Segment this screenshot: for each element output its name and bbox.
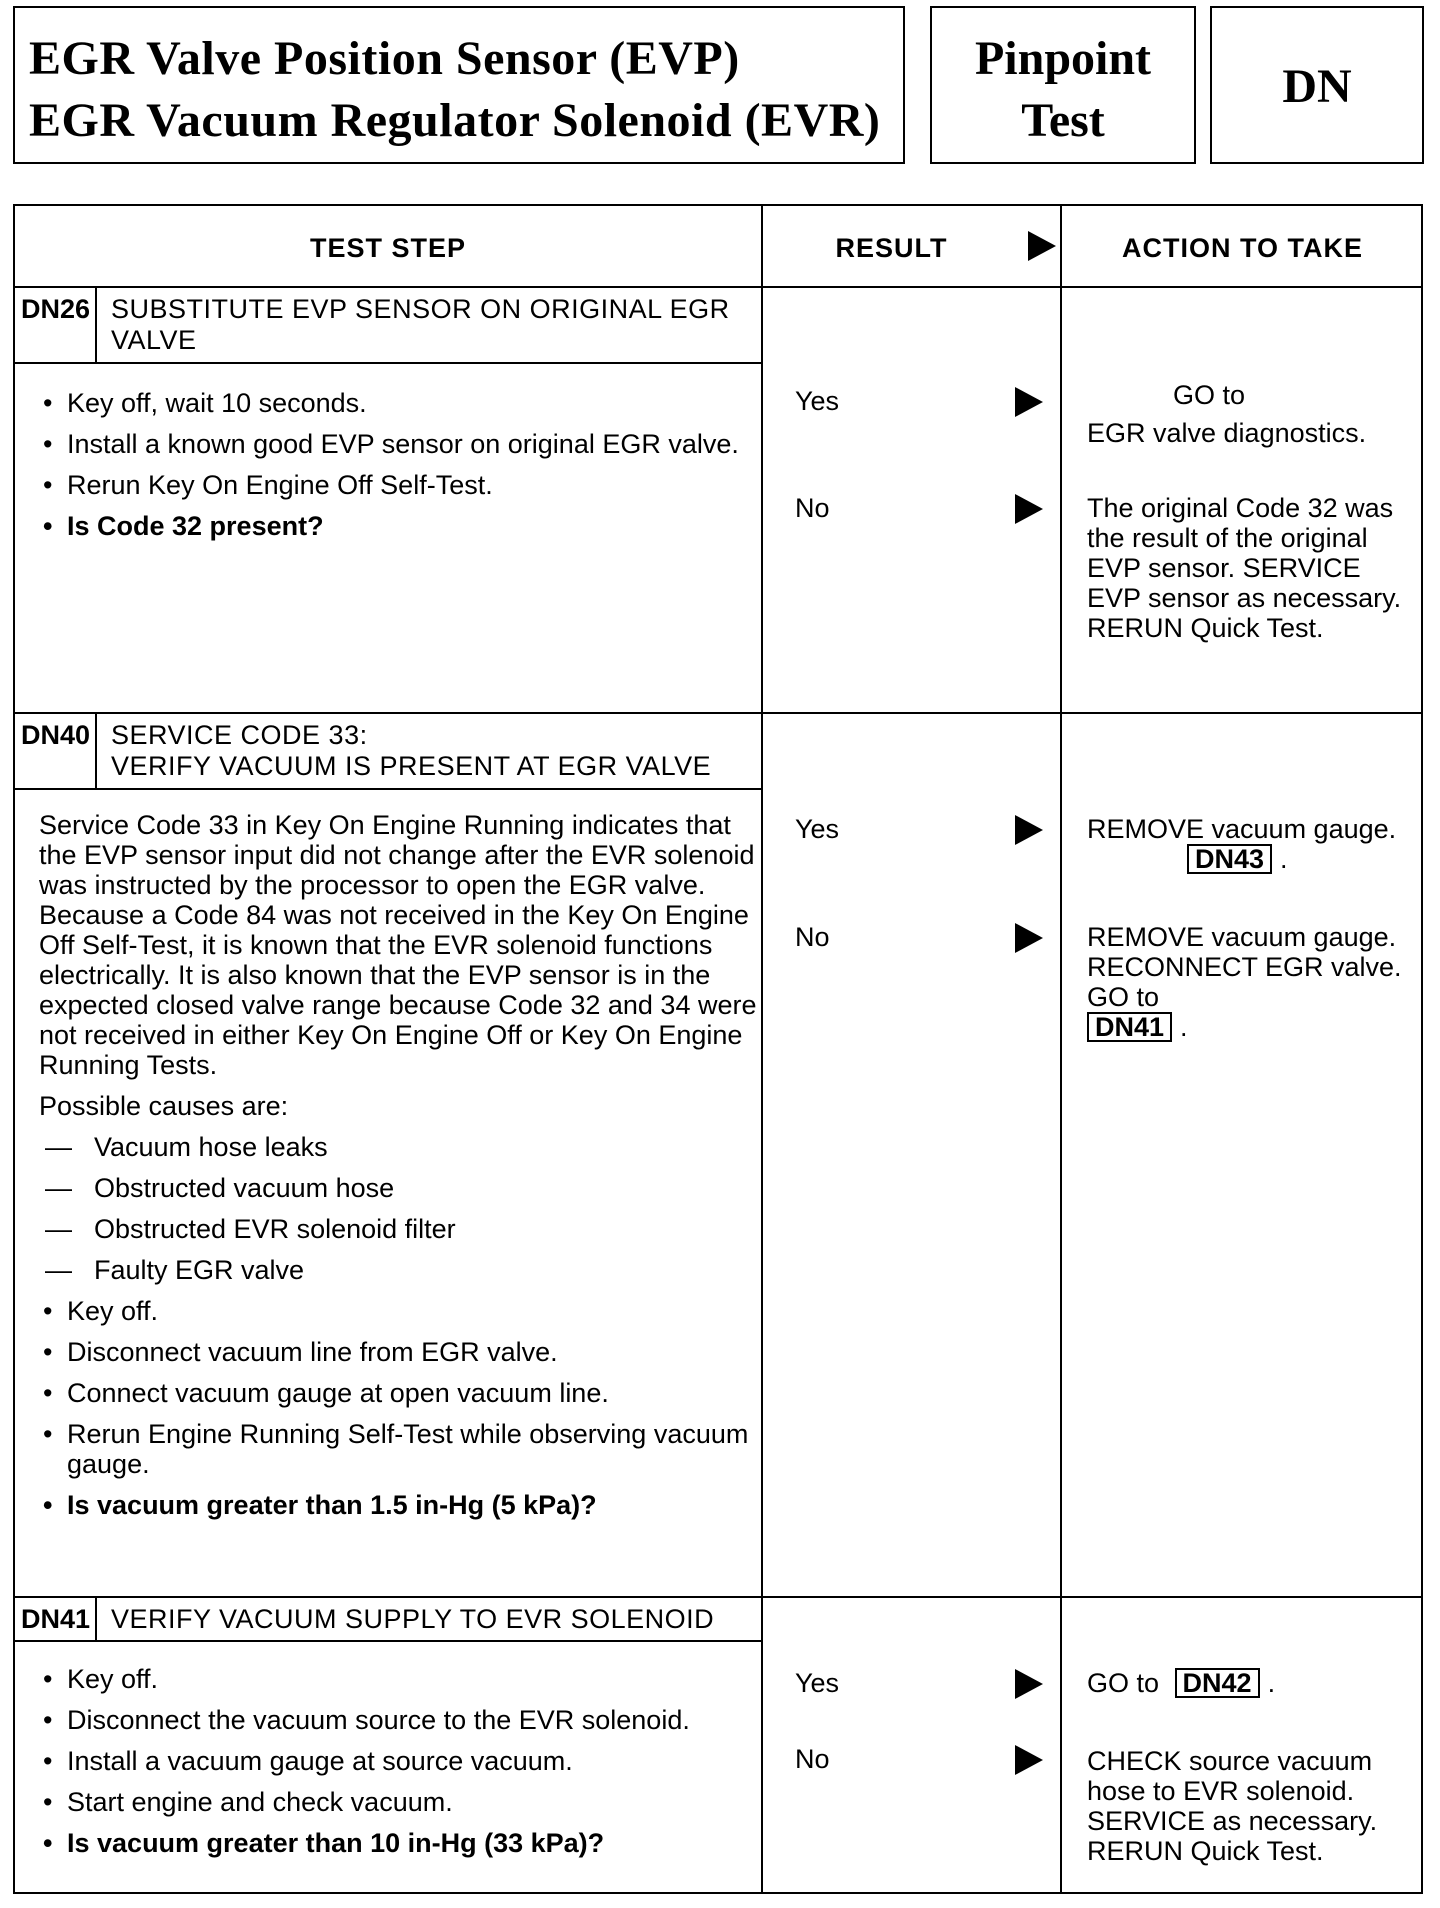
- action-yes: [1087, 1668, 1407, 1698]
- step-reference[interactable]: DN41: [1087, 1012, 1172, 1042]
- step-question: • Is vacuum greater than 10 in-Hg (33 kPa)?: [39, 1828, 751, 1858]
- step-item: • Disconnect vacuum line from EGR valve.: [39, 1337, 761, 1367]
- action-suffix: .: [1267, 1668, 1276, 1698]
- test-id: DN: [1282, 60, 1352, 113]
- action-yes: [1087, 814, 1407, 874]
- action-no: CHECK source vacuum hose to EVR solenoid. SERVICE as necessary. RERUN Quick Test.: [1087, 1746, 1378, 1866]
- step-item: • Key off, wait 10 seconds.: [39, 388, 751, 418]
- step-body-dn40: [39, 810, 761, 1531]
- arrow-icon: [1015, 1669, 1043, 1699]
- column-header-test-step: TEST STEP: [309, 233, 467, 263]
- result-yes: [795, 1668, 1045, 1702]
- pinpoint-test-table: [13, 204, 1423, 1894]
- step-header-dn41: [15, 1598, 761, 1642]
- step-body-dn26: [39, 388, 751, 552]
- causes-intro: Possible causes are:: [39, 1091, 289, 1121]
- step-title: [111, 720, 757, 782]
- result-label: Yes: [795, 1668, 840, 1698]
- cause-item: — Vacuum hose leaks: [39, 1132, 761, 1162]
- pinpoint-test-box: [930, 6, 1196, 164]
- arrow-icon: [1015, 387, 1043, 417]
- step-id: DN41: [15, 1598, 97, 1640]
- step-paragraph: Service Code 33 in Key On Engine Running indicates that the EVP sensor input did not change after the EVR solenoid was instructed by the processor to open the EGR valve. Because a Code 84 was not received in the Key On Engine Off Self-Test, it is known that the EVR solenoid functions electrically. It is also known that the EVP sensor is in the expected closed valve range because Code 32 and 34 were not received in either Key On Engine Off or Key On Engine Running Tests.: [39, 810, 757, 1080]
- action-text: EGR valve diagnostics.: [1087, 418, 1367, 448]
- step-item: • Install a vacuum gauge at source vacuum.: [39, 1746, 751, 1776]
- result-label: No: [795, 922, 830, 952]
- cause-item: — Obstructed vacuum hose: [39, 1173, 761, 1203]
- column-divider: [1060, 206, 1062, 1892]
- step-id: DN26: [15, 288, 97, 362]
- step-header-dn26: [15, 288, 761, 364]
- test-id-box: [1210, 6, 1424, 164]
- step-id: DN40: [15, 714, 97, 788]
- test-label: Test: [1021, 94, 1105, 147]
- arrow-icon: [1015, 494, 1043, 524]
- action-no: The original Code 32 was the result of the original EVP sensor. SERVICE EVP sensor as necessary. RERUN Quick Test.: [1087, 493, 1402, 643]
- step-body-dn41: [39, 1664, 751, 1869]
- step-question: • Is Code 32 present?: [39, 511, 751, 541]
- step-title-line: SERVICE CODE 33:: [111, 720, 368, 750]
- step-item: • Key off.: [39, 1664, 751, 1694]
- step-title: VERIFY VACUUM SUPPLY TO EVR SOLENOID: [111, 1604, 715, 1634]
- result-label: Yes: [795, 386, 840, 416]
- step-item: • Key off.: [39, 1296, 761, 1326]
- step-item: • Install a known good EVP sensor on original EGR valve.: [39, 429, 751, 459]
- step-item: • Start engine and check vacuum.: [39, 1787, 751, 1817]
- column-header-action: ACTION TO TAKE: [1122, 233, 1363, 263]
- step-item: • Disconnect the vacuum source to the EVR solenoid.: [39, 1705, 751, 1735]
- result-yes: [795, 386, 1045, 420]
- result-label: No: [795, 493, 830, 523]
- title-line-2: EGR Vacuum Regulator Solenoid (EVR): [29, 94, 881, 147]
- column-divider: [761, 206, 763, 1892]
- action-no: [1087, 922, 1407, 1042]
- action-text: REMOVE vacuum gauge. RECONNECT EGR valve. GO to: [1087, 922, 1402, 1012]
- action-text: GO to: [1087, 1668, 1160, 1698]
- action-yes: [1087, 380, 1407, 448]
- arrow-icon: [1015, 1745, 1043, 1775]
- result-no: [795, 922, 1045, 956]
- step-title-line: VERIFY VACUUM IS PRESENT AT EGR VALVE: [111, 751, 712, 781]
- step-item: • Connect vacuum gauge at open vacuum line.: [39, 1378, 761, 1408]
- pinpoint-label: Pinpoint: [974, 32, 1152, 85]
- result-label: No: [795, 1744, 830, 1774]
- arrow-icon: [1015, 923, 1043, 953]
- result-label: Yes: [795, 814, 840, 844]
- step-title: SUBSTITUTE EVP SENSOR ON ORIGINAL EGR VALVE: [111, 294, 730, 355]
- action-text: REMOVE vacuum gauge.: [1087, 814, 1397, 844]
- step-item: • Rerun Engine Running Self-Test while observing vacuum gauge.: [39, 1419, 761, 1479]
- title-line-1: EGR Valve Position Sensor (EVP): [29, 32, 740, 85]
- test-title-box: [13, 6, 905, 164]
- cause-item: — Obstructed EVR solenoid filter: [39, 1214, 761, 1244]
- action-text: GO to: [1173, 380, 1246, 410]
- result-no: [795, 493, 1045, 527]
- action-suffix: .: [1180, 1012, 1188, 1042]
- arrow-icon: [1028, 231, 1056, 261]
- result-yes: [795, 814, 1045, 848]
- arrow-icon: [1015, 815, 1043, 845]
- action-suffix: .: [1280, 844, 1288, 874]
- step-item: • Rerun Key On Engine Off Self-Test.: [39, 470, 751, 500]
- cause-item: — Faulty EGR valve: [39, 1255, 761, 1285]
- step-question: • Is vacuum greater than 1.5 in-Hg (5 kPa)?: [39, 1490, 761, 1520]
- result-no: [795, 1744, 1045, 1778]
- step-header-dn40: [15, 714, 761, 790]
- column-header-result-label: RESULT: [835, 233, 948, 263]
- step-reference[interactable]: DN42: [1175, 1668, 1260, 1698]
- step-reference[interactable]: DN43: [1187, 844, 1272, 874]
- column-header-result: [763, 206, 1060, 286]
